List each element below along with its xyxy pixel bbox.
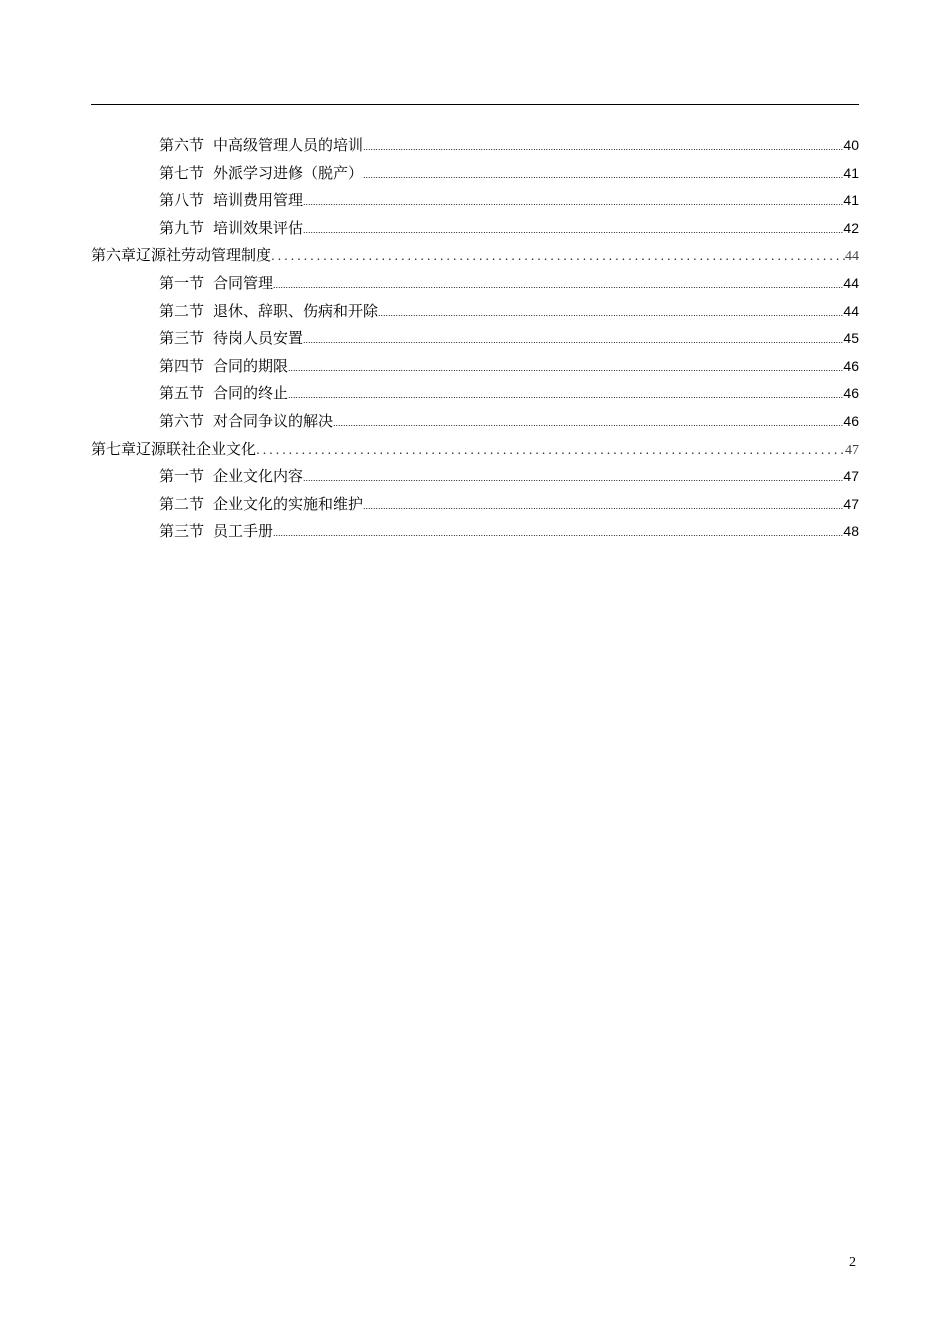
toc-entry-title: 企业文化内容 bbox=[213, 467, 304, 486]
toc-entry-page: 44 bbox=[845, 249, 859, 265]
toc-entry-section[interactable] bbox=[91, 187, 859, 215]
dot-leader bbox=[273, 520, 843, 548]
toc-entry-page: 47 bbox=[845, 442, 859, 458]
toc-entry-page: 46 bbox=[843, 385, 859, 402]
toc-entry-section[interactable] bbox=[91, 463, 859, 491]
toc-entry-page: 48 bbox=[843, 523, 859, 540]
page-number: 2 bbox=[849, 1255, 856, 1270]
toc-entry-page: 40 bbox=[843, 137, 859, 153]
dot-leader bbox=[303, 217, 843, 245]
toc-entry-page: 41 bbox=[843, 164, 859, 181]
toc-entry-title: 中高级管理人员的培训 bbox=[213, 136, 364, 154]
dot-leader bbox=[333, 410, 843, 438]
toc-entry-title: 员工手册 bbox=[213, 522, 274, 541]
dot-leader bbox=[303, 189, 843, 217]
dot-leader bbox=[256, 436, 845, 464]
toc-entry-label: 第七节 bbox=[159, 163, 205, 182]
toc-entry-label: 第四节 bbox=[159, 356, 205, 375]
toc-entry-label: 第七章 bbox=[91, 439, 137, 458]
dot-leader bbox=[378, 300, 843, 328]
toc-entry-title: 退休、辞职、伤病和开除 bbox=[213, 301, 379, 320]
toc-entry-page: 46 bbox=[843, 412, 859, 429]
toc-entry-section[interactable] bbox=[91, 270, 859, 298]
toc-entry-label: 第五节 bbox=[159, 384, 205, 403]
dot-leader bbox=[271, 242, 845, 270]
toc-entry-label: 第八节 bbox=[159, 191, 205, 210]
toc-entry-section[interactable] bbox=[91, 380, 859, 408]
toc-entry-title: 辽源社劳动管理制度 bbox=[136, 246, 272, 265]
toc-entry-page: 41 bbox=[843, 192, 859, 209]
toc-entry-title: 辽源联社企业文化 bbox=[136, 439, 257, 458]
dot-leader bbox=[363, 493, 843, 521]
toc-entry-title: 外派学习进修（脱产） bbox=[213, 163, 364, 182]
toc-entry-label: 第三节 bbox=[159, 522, 205, 541]
toc-entry-chapter[interactable] bbox=[91, 436, 859, 464]
toc-entry-title: 待岗人员安置 bbox=[213, 329, 304, 348]
toc-entry-label: 第九节 bbox=[159, 218, 205, 237]
toc-entry-label: 第六节 bbox=[159, 411, 205, 430]
toc-entry-section[interactable] bbox=[91, 160, 859, 188]
toc-entry-label: 第六节 bbox=[159, 136, 205, 154]
toc-entry-section[interactable] bbox=[91, 518, 859, 546]
toc-entry-label: 第三节 bbox=[159, 329, 205, 348]
toc-entry-page: 44 bbox=[843, 302, 859, 319]
toc-entry-section[interactable] bbox=[91, 298, 859, 326]
toc-entry-section[interactable] bbox=[91, 325, 859, 353]
table-of-contents bbox=[91, 132, 859, 546]
toc-entry-section[interactable] bbox=[91, 132, 859, 160]
toc-entry-section[interactable] bbox=[91, 353, 859, 381]
toc-entry-title: 对合同争议的解决 bbox=[213, 411, 334, 430]
header-rule bbox=[91, 104, 859, 105]
toc-entry-label: 第二节 bbox=[159, 301, 205, 320]
toc-entry-page: 44 bbox=[843, 274, 859, 291]
toc-entry-section[interactable] bbox=[91, 408, 859, 436]
toc-entry-label: 第一节 bbox=[159, 273, 205, 292]
toc-entry-label: 第二节 bbox=[159, 494, 205, 513]
toc-entry-page: 47 bbox=[843, 495, 859, 512]
dot-leader bbox=[303, 327, 843, 355]
dot-leader bbox=[363, 134, 843, 162]
dot-leader bbox=[273, 272, 843, 300]
toc-entry-page: 47 bbox=[843, 468, 859, 485]
toc-entry-title: 培训费用管理 bbox=[213, 191, 304, 210]
dot-leader bbox=[363, 162, 843, 190]
toc-entry-chapter[interactable] bbox=[91, 242, 859, 270]
toc-entry-label: 第六章 bbox=[91, 246, 137, 265]
dot-leader bbox=[303, 465, 843, 493]
toc-entry-page: 45 bbox=[843, 330, 859, 347]
toc-entry-title: 合同管理 bbox=[213, 273, 274, 292]
toc-entry-title: 合同的终止 bbox=[213, 384, 289, 403]
toc-entry-title: 合同的期限 bbox=[213, 356, 289, 375]
toc-entry-section[interactable] bbox=[91, 215, 859, 243]
toc-entry-title: 培训效果评估 bbox=[213, 218, 304, 237]
dot-leader bbox=[288, 382, 843, 410]
toc-entry-page: 46 bbox=[843, 357, 859, 374]
toc-entry-title: 企业文化的实施和维护 bbox=[213, 494, 364, 513]
toc-entry-page: 42 bbox=[843, 219, 859, 236]
dot-leader bbox=[288, 355, 843, 383]
toc-entry-section[interactable] bbox=[91, 491, 859, 519]
toc-entry-label: 第一节 bbox=[159, 467, 205, 486]
